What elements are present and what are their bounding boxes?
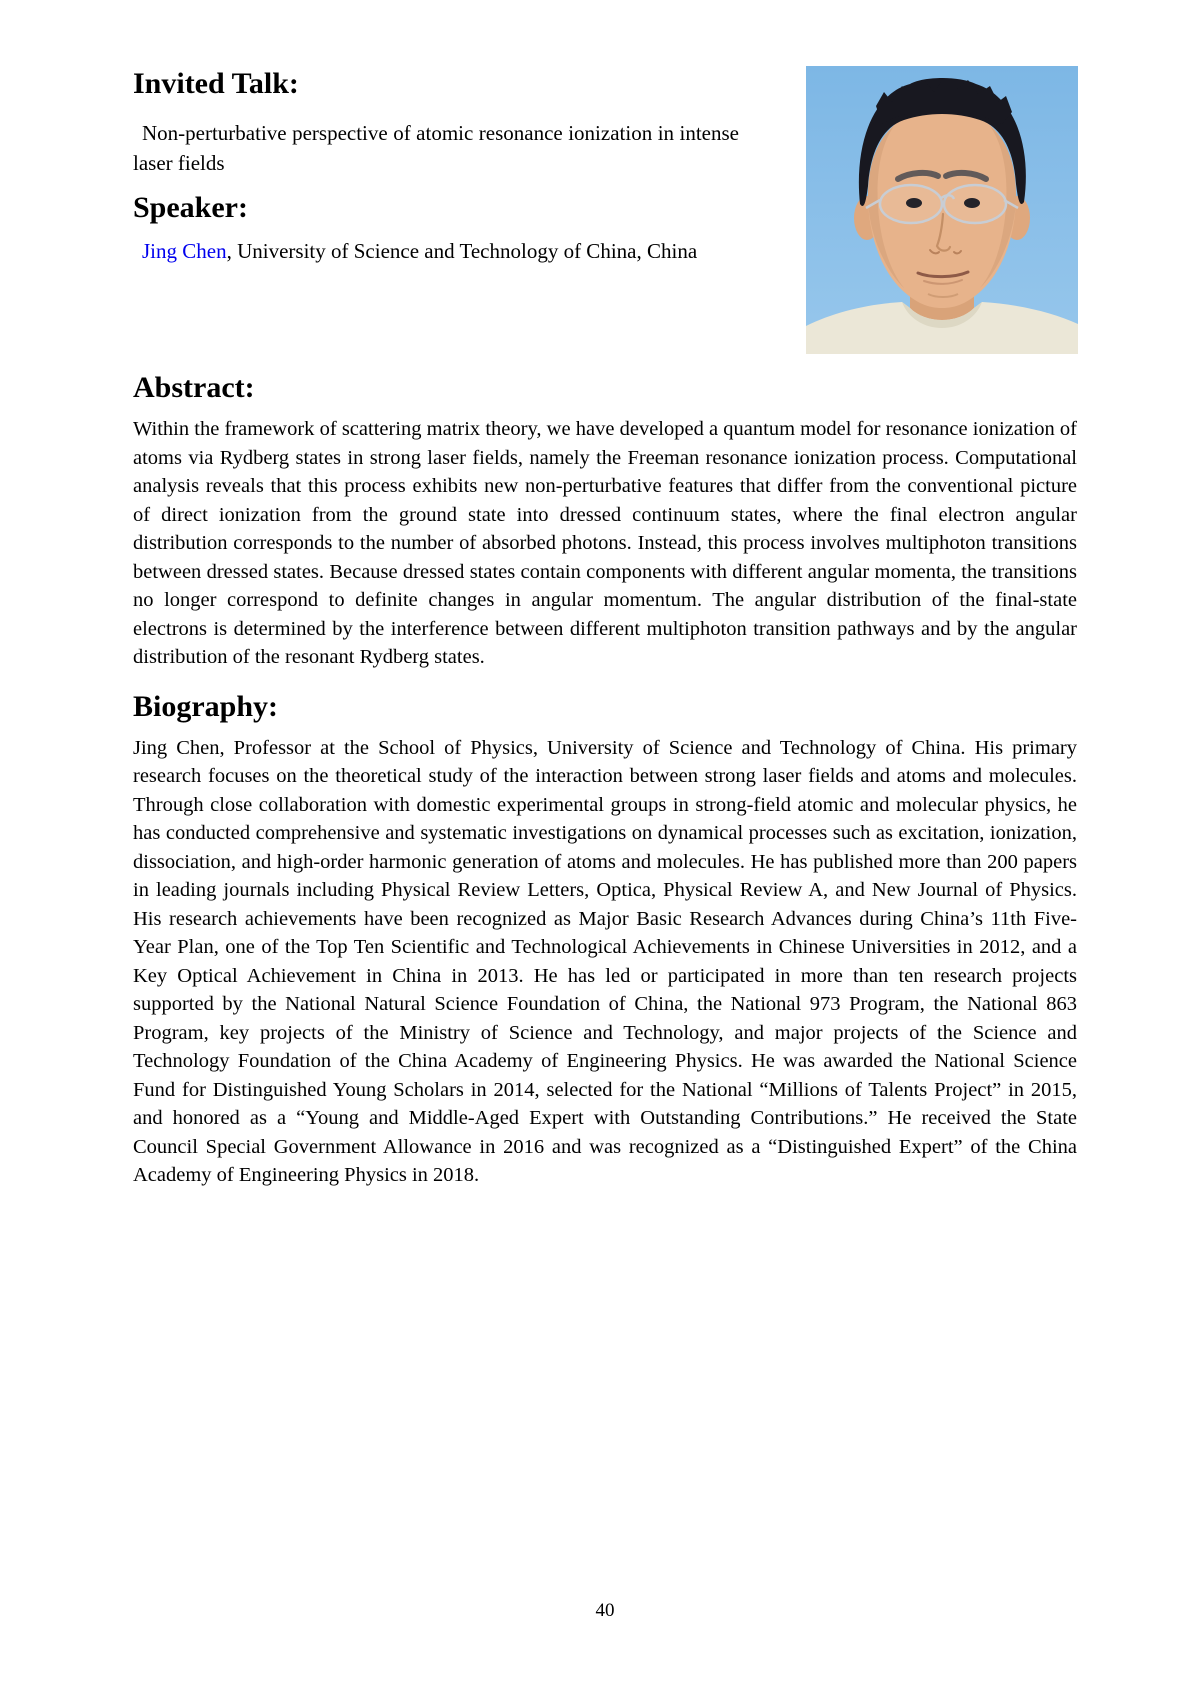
abstract-heading: Abstract: [133, 371, 255, 404]
speaker-affiliation: , University of Science and Technology of China, China [226, 239, 698, 263]
abstract-body: Within the framework of scattering matrix theory, we have developed a quantum model for resonance ionization of atoms via Rydberg states in strong laser fields, namely the Freeman resonance ionization process. Computational analysis reveals that this process exhibits new non-perturbative features that differ from the conventional picture of direct ionization from the ground state into dressed continuum states, where the final electron angular distribution corresponds to the number of absorbed photons. Instead, this process involves multiphoton transitions between dressed states. Because dressed states contain components with different angular momenta, the transitions no longer correspond to definite changes in angular momentum. The angular distribution of the final-state electrons is determined by the interference between different multiphoton transition pathways and by the angular distribution of the resonant Rydberg states. [133, 418, 1077, 668]
speaker-line [133, 236, 739, 266]
invited-talk-heading: Invited Talk: [133, 67, 299, 100]
speaker-photo [806, 66, 1078, 354]
speaker-name-link[interactable]: Jing Chen [142, 239, 227, 263]
talk-title: Non-perturbative perspective of atomic resonance ionization in intense laser fields [133, 121, 739, 175]
speaker-portrait-image [806, 66, 1078, 354]
page-number: 40 [595, 1600, 615, 1621]
talk-header-text [133, 66, 739, 266]
biography-heading: Biography: [133, 689, 279, 723]
speaker-heading: Speaker: [133, 191, 248, 224]
biography-body: Jing Chen, Professor at the School of Physics, University of Science and Technology of China. His primary research focuses on the theoretical study of the interaction between strong laser fields and atoms and molecules. Through close collaboration with domestic experimental groups in strong-field atomic and molecular physics, he has conducted comprehensive and systematic investigations on dynamical processes such as excitation, ionization, dissociation, and high-order harmonic generation of atoms and molecules. He has published more than 200 papers in leading journals including Physical Review Letters, Optica, Physical Review A, and New Journal of Physics. His research achievements have been recognized as Major Basic Research Advances during China’s 11th Five-Year Plan, one of the Top Ten Scientific and Technological Achievements in Chinese Universities in 2012, and a Key Optical Achievement in China in 2013. He has led or participated in more than ten research projects supported by the National Natural Science Foundation of China, the National 973 Program, the National 863 Program, key projects of the Ministry of Science and Technology, and major projects of the Science and Technology Foundation of the China Academy of Engineering Physics. He was awarded the National Science Fund for Distinguished Young Scholars in 2014, selected for the National “Millions of Talents Project” in 2015, and honored as a “Young and Middle-Aged Expert with Outstanding Contributions.” He received the State Council Special Government Allowance in 2016 and was recognized as a “Distinguished Expert” of the China Academy of Engineering Physics in 2018. [133, 736, 1077, 1186]
talk-header-section [133, 66, 1077, 354]
